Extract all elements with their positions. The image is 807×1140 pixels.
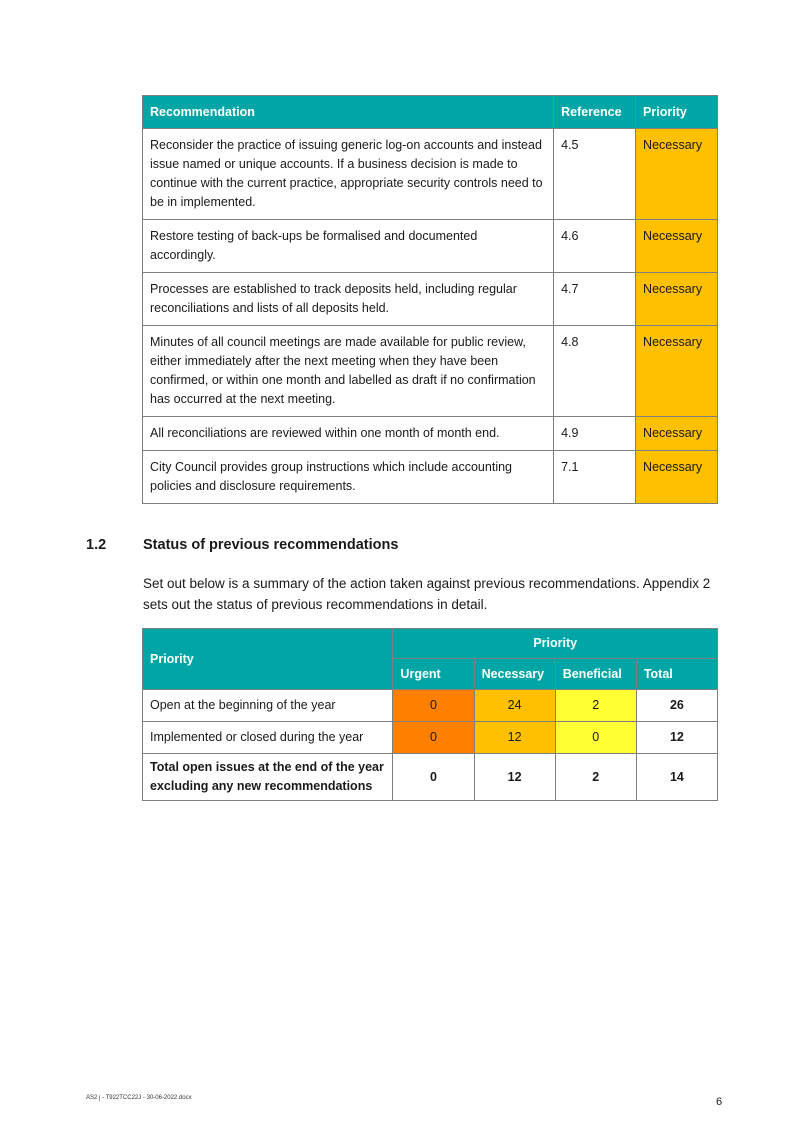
recommendation-text: Processes are established to track deposits held, including regular reconciliations and lists of all deposits held. xyxy=(143,273,554,326)
recommendation-reference: 4.7 xyxy=(554,273,636,326)
beneficial-value: 2 xyxy=(555,690,636,722)
necessary-value: 12 xyxy=(474,722,555,754)
recommendation-reference: 4.6 xyxy=(554,220,636,273)
recommendation-text: City Council provides group instructions which include accounting policies and disclosure requirements. xyxy=(143,451,554,504)
recommendation-priority: Necessary xyxy=(636,451,718,504)
header-priority: Priority xyxy=(636,96,718,129)
total-value: 26 xyxy=(636,690,717,722)
section-title: Status of previous recommendations xyxy=(143,537,399,553)
table-row xyxy=(143,273,718,326)
urgent-value: 0 xyxy=(393,690,474,722)
status-row-label: Implemented or closed during the year xyxy=(143,722,393,754)
total-value: 14 xyxy=(636,754,717,801)
recommendation-reference: 7.1 xyxy=(554,451,636,504)
column-necessary: Necessary xyxy=(474,659,555,690)
recommendation-reference: 4.9 xyxy=(554,417,636,451)
table-row xyxy=(143,129,718,220)
column-total: Total xyxy=(636,659,717,690)
recommendation-text: Minutes of all council meetings are made available for public review, either immediately after the next meeting when they have been confirmed, or within one month and labelled as draft if no confirmation has occurred at the next meeting. xyxy=(143,326,554,417)
status-table xyxy=(142,628,718,801)
urgent-value: 0 xyxy=(393,722,474,754)
necessary-value: 24 xyxy=(474,690,555,722)
table-row xyxy=(143,451,718,504)
table-row xyxy=(143,754,718,801)
beneficial-value: 0 xyxy=(555,722,636,754)
status-row-label: Open at the beginning of the year xyxy=(143,690,393,722)
recommendation-text: Reconsider the practice of issuing generic log-on accounts and instead issue named or unique accounts. If a business decision is made to continue with the current practice, appropriate security controls need to be in implemented. xyxy=(143,129,554,220)
section-intro: Set out below is a summary of the action taken against previous recommendations. Appendix 2 sets out the status of previous recommendations in detail. xyxy=(143,576,711,612)
recommendation-priority: Necessary xyxy=(636,220,718,273)
status-row-label: Total open issues at the end of the year excluding any new recommendations xyxy=(143,754,393,801)
table-row xyxy=(143,722,718,754)
status-group-header: Priority xyxy=(393,629,718,659)
recommendation-text: All reconciliations are reviewed within one month of month end. xyxy=(143,417,554,451)
total-value: 12 xyxy=(636,722,717,754)
status-header-row xyxy=(143,629,718,659)
necessary-value: 12 xyxy=(474,754,555,801)
recommendation-text: Restore testing of back-ups be formalised and documented accordingly. xyxy=(143,220,554,273)
column-urgent: Urgent xyxy=(393,659,474,690)
beneficial-value: 2 xyxy=(555,754,636,801)
status-row-header: Priority xyxy=(143,629,393,690)
recommendation-priority: Necessary xyxy=(636,273,718,326)
table-row xyxy=(143,417,718,451)
recommendations-table xyxy=(142,95,718,504)
urgent-value: 0 xyxy=(393,754,474,801)
section-number: 1.2 xyxy=(86,537,107,553)
recommendation-priority: Necessary xyxy=(636,417,718,451)
table-row xyxy=(143,326,718,417)
recommendation-reference: 4.8 xyxy=(554,326,636,417)
table-row xyxy=(143,220,718,273)
recommendation-reference: 4.5 xyxy=(554,129,636,220)
header-reference: Reference xyxy=(554,96,636,129)
column-beneficial: Beneficial xyxy=(555,659,636,690)
recommendation-priority: Necessary xyxy=(636,326,718,417)
recommendation-priority: Necessary xyxy=(636,129,718,220)
header-recommendation: Recommendation xyxy=(143,96,554,129)
table-row xyxy=(143,690,718,722)
page-number: 6 xyxy=(716,1096,723,1108)
recommendations-header-row xyxy=(143,96,718,129)
footer-doc-ref: AS2 j - T922TCC22J - 30-06-2022.docx xyxy=(86,1095,192,1101)
